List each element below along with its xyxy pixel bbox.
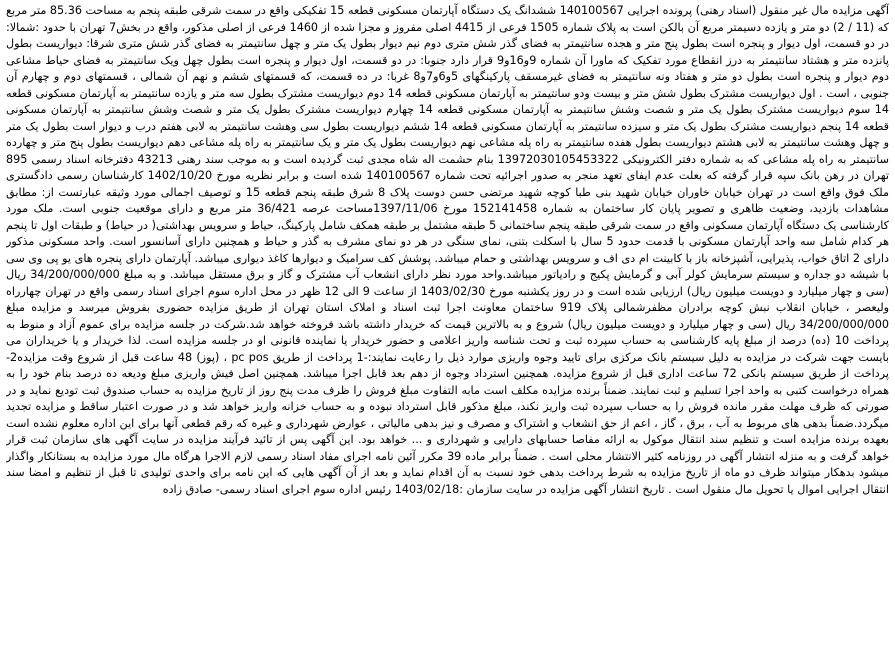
auction-notice-text [6,3,889,648]
auction-notice-body: آگهی مزایده مال غیر منقول (اسناد رهنی) پرونده اجرایی 140100567 ششدانگ یک دستگاه آپارتمان مسکونی قطعه 15 تفکیکی واقع در سمت شرقی طبقه پنجم به مساحت 85.36 متر مربع که (11 / 2) دو متر و یازده دسیمتر مربع آن بالکن است به پلاک شماره 1505 فرعی از 4415 اصلی مفروز و مجزا شده از 1460 فرعی از اصلی مذکور، واقع در بخش7 تهران با حدود :شمالا: در دو قسمت، اول دیوار و پنجره است بطول پنج متر و هجده سانتیمتر به فضای گذر شش متری دوم نیم دیوار بطول یک متر و چهل سانتیمتر به فضای گذر شش متری شرقا: دیواریست بطول پانزده متر و هشتاد سانتیمتر به درز انقطاع مورد تفکیک که ماورا آن شماره 9و16و9 قرار دارد جنوبا: در دو قسمت، اول دیوار و پنجره است بطول چهل ویک سانتیمتر به فضای حیاط مشاعی دوم دیوار و پنجره است بطول دو متر و هفتاد ونه سانتیمتر به فضای غیرمسقف پارکینگهای 5و6و7و8 غربا: در ده قسمت، که قسمتهای ششم و نهم آن شمالی ، قسمتهای دوم و چهارم آن جنوبی ، است . اول دیواریست مشترک بطول شش متر و بیست ودو سانتیمتر به آپارتمان مسکونی قطعه 14 دوم دیواریست مشترک بطول سه متر و یازده سانتیمتر به آپارتمان مسکونی قطعه 14 سوم دیواریست مشترک بطول یک متر و شصت وشش سانتیمتر به آپارتمان مسکونی قطعه 14 چهارم دیواریست مشترک بطول یک متر و شصت وشش سانتیمتر به آپارتمان مسکونی قطعه 14 پنجم دیواریست مشترک بطول یک متر و سیزده سانتیمتر به آپارتمان مسکونی قطعه 14 ششم دیواریست بطول سی وهشت سانتیمتر به لابی هفتم درب و دیوار است بطول یک متر و چهل وهشت سانتیمتر به لابی هشتم دیواریست بطول هفده سانتیمتر به راه پله مشاعی نهم دیواریست بطول یک متر و یک سانتیمتر به راه پله مشاعی دهم دیواریست بطول پنج متر و چهارده سانتیمتر به راه پله مشاعی که به شماره دفتر الکترونیکی 13972030105453322 بنام حشمت اله شاه مجدی ثبت گردیده است و به موجب سند رهنی 43213 دفترخانه اسناد رسمی 895 تهران در رهن بانک سپه قرار گرفته که بعلت عدم ایفای تعهد منجر به صدور اجرائیه تحت شماره 140100567 شده است و برابر نظریه مورخ 1402/10/20 کارشناسان رسمی دادگستری ملک فوق واقع است در تهران خیابان خاوران خیابان شهید بنی طبا کوچه شهید مرتضی حسن دوست پلاک 8 شرق طبقه پنجم قطعه 15 و توصیف اجمالی مورد وثیقه عبارتست از: مطابق مشاهدات بازدید، وضعیت ظاهری و تصویر پایان کار ساختمان به شماره 152141458 مورخ 1397/11/06مساحت عرصه 36/421 متر مربع و دارای موقعیت جنوبی است. ملک مورد کارشناسی یک دستگاه آپارتمان مسکونی واقع در سمت شرقی طبقه پنجم ساختمانی 5 طبقه مشتمل بر طبقه همکف شامل پارکینگ، حیاط و سرویس بهداشتی( در حیاط) و طبقات اول تا پنجم هر کدام شامل سه واحد آپارتمان مسکونی با قدمت حدود 5 سال با اسکلت بتنی، نمای سنگی در هر دو نمای مشرف به گذر و حیاط و همچنین دارای آسانسور است. واحد مسکونی مذکور دارای 2 اتاق خواب، پذیرایی، آشپزخانه باز با کابینت ام دی اف و سرویس بهداشتی و حمام میباشد. پوشش کف سرامیک و دیوارها کاغذ دیواری میباشد. آپارتمان دارای پنجره های یو پی وی سی با شیشه دو جداره و سیستم سرمایش کولر آبی و گرمایش پکیج و رادیاتور میباشد.واحد مورد نظر دارای انشعاب آب مشترک و گاز و برق مستقل میباشد. و به مبلغ 34/200/000/000 ریال (سی و چهار میلیارد و دویست میلیون ریال) ارزیابی شده است و در روز یکشنبه مورخ 1403/02/30 از ساعت 9 الی 12 ظهر در محل اداره سوم اجرای اسناد رسمی واقع در تهران چهارراه ولیعصر ، خیابان انقلاب نبش کوچه برادران مظفرشمالی پلاک 919 ساختمان معاونت اجرا ثبت اسناد و املاک استان تهران از طریق مزایده حضوری بفروش میرسد و مزایده مبلغ 34/200/000/000 ریال (سی و چهار میلیارد و دویست میلیون ریال) شروع و به بالاترین قیمت که خریدار داشته باشد فروخته خواهد شد.شرکت در جلسه مزایده برای عموم آزاد و منوط به پرداخت 10 (ده) درصد از مبلغ پایه کارشناسی به حساب سپرده ثبت و تحت شناسه واریز اعلامی و حضور خریدار یا نماینده قانونی او در جلسه مزایده است. لذا خریدار و یا خریداران می بایست جهت شرکت در مزایده به دلیل سیستم بانک مرکزی برای تایید وجوه واریزی موارد ذیل را رعایت نمایند:-1 پرداخت از طریق pc pos ، (پوز) 48 ساعت قبل از شروع وقت مزایده2- پرداخت از طریق سیستم بانکی 72 ساعت اداری قبل از شروع مزایده. همچنین استرداد وجوه از دهم بعد قابل اجرا میباشد. همچنین اصل فیش واریزی مبلغ ودیعه ده درصد بنام خود را به همراه درخواست کتبی به واحد اجرا تسلیم و ثبت نمایند. ضمناً برنده مزایده مکلف است مابه التفاوت مبلغ فروش را ظرف مدت پنج روز از تاریخ مزایده به حساب صندوق ثبت تودیع نماید و در صورتی که ظرف مهلت مقرر مانده فروش را به حساب سپرده ثبت واریز نکند، مبلغ مذکور قابل استرداد نبوده و به حساب خزانه واریز خواهد شد و در صورت اعتبار ساقط و مزایده تجدید میگردد.ضمناً بدهی های مربوط به آب ، برق ، گاز ، اعم از حق انشعاب و اشتراک و مصرف و نیز بدهی مالیاتی ، عوارض شهرداری و غیره که رقم قطعی آنها برای این اداره معلوم نشده است بعهده برنده مزایده است و تنظیم سند انتقال موکول به ارائه مفاصا حسابهای دارایی و شهرداری و ... خواهد بود. این آگهی پس از تائید فرآیند مزایده در سایت آگهی های سازمان ثبت قرار خواهد گرفت و به منزله انتشار آگهی در روزنامه کثیر الانتشار محلی است . ضمناً برابر ماده 39 مکرر آئین نامه اجرای مفاد اسناد رسمی لازم الاجرا هرگاه مال مورد مزایده به بستانکار واگذار میشود بدهکار میتواند ظرف دو ماه از تاریخ مزایده به شرط پرداخت بدهی خود نسبت به آن اقدام نماید و بعد از آن آگهی هایی که این نامه برای واحدی تولیدی تا قبل از تنظیم و امضا سند انتقال اجرایی اموال یا تحویل مال منقول است . تاریخ انتشار آگهی مزایده در سایت سازمان :1403/02/18 رئیس اداره سوم اجرای اسناد رسمی- صادق زاده [6,4,889,496]
